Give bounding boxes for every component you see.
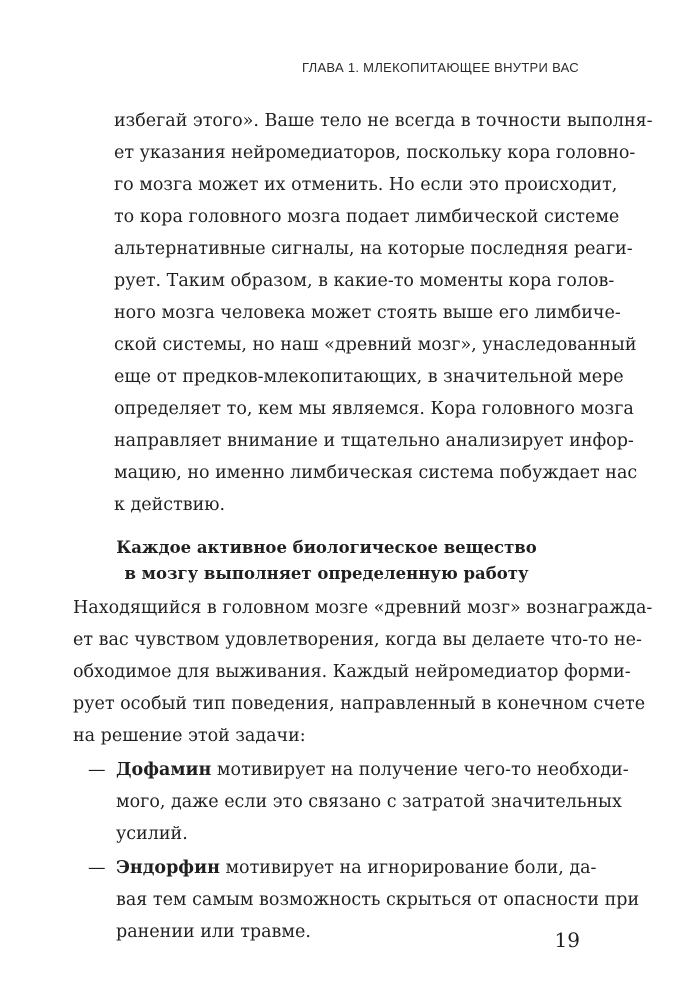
bullet-line: мого, даже если это связано с затратой значительных [116, 792, 622, 812]
text-line: Находящийся в головном мозге «древний мозг» вознагражда- [73, 598, 653, 618]
text-line: ного мозга человека может стоять выше его лимбиче- [114, 303, 621, 323]
text-line: ет указания нейромедиаторов, поскольку кора головно- [114, 143, 636, 163]
text-line: то кора головного мозга подает лимбической системе [114, 207, 620, 227]
text-line: мацию, но именно лимбическая система побуждает нас [114, 463, 638, 483]
text-line: к действию. [114, 495, 226, 515]
text-line: рует. Таким образом, в какие-то моменты кора голов- [114, 271, 615, 291]
bullet-first-line [88, 857, 596, 879]
text-line: альтернативные сигналы, на которые последняя реаги- [114, 239, 633, 259]
page-number: 19 [554, 928, 580, 952]
text-line: ет вас чувством удовлетворения, когда вы делаете что-то не- [73, 630, 642, 650]
em-dash: — [88, 858, 106, 878]
bullet-first-line [88, 759, 629, 781]
bullet-text: мотивирует на получение чего-то необходи- [211, 760, 629, 780]
text-line: го мозга может их отменить. Но если это происходит, [114, 175, 618, 195]
text-line: рует особый тип поведения, направленный в конечном счете [73, 694, 646, 714]
text-line: направляет внимание и тщательно анализирует инфор- [114, 431, 634, 451]
text-line: на решение этой задачи: [73, 726, 306, 746]
bullet-line: усилий. [116, 824, 188, 844]
bullet-term: Эндорфин [116, 858, 220, 878]
bullet-text: мотивирует на игнорирование боли, да- [219, 858, 597, 878]
text-line: еще от предков-млекопитающих, в значительной мере [114, 367, 624, 387]
running-header: ГЛАВА 1. МЛЕКОПИТАЮЩЕЕ ВНУТРИ ВАС [302, 60, 579, 75]
bullet-line: вая тем самым возможность скрыться от опасности при [116, 890, 640, 910]
text-line: избегай этого». Ваше тело не всегда в точности выполня- [114, 111, 653, 131]
heading-line-2: в мозгу выполняет определенную работу [124, 564, 529, 583]
text-line: ской системы, но наш «древний мозг», унаследованный [114, 335, 637, 355]
text-line: обходимое для выживания. Каждый нейромедиатор форми- [73, 662, 631, 682]
bullet-term: Дофамин [116, 760, 212, 780]
heading-line-1: Каждое активное биологическое вещество [116, 538, 537, 557]
text-line: определяет то, кем мы являемся. Кора головного мозга [114, 399, 634, 419]
bullet-line: ранении или травме. [116, 922, 311, 942]
em-dash: — [88, 760, 106, 780]
